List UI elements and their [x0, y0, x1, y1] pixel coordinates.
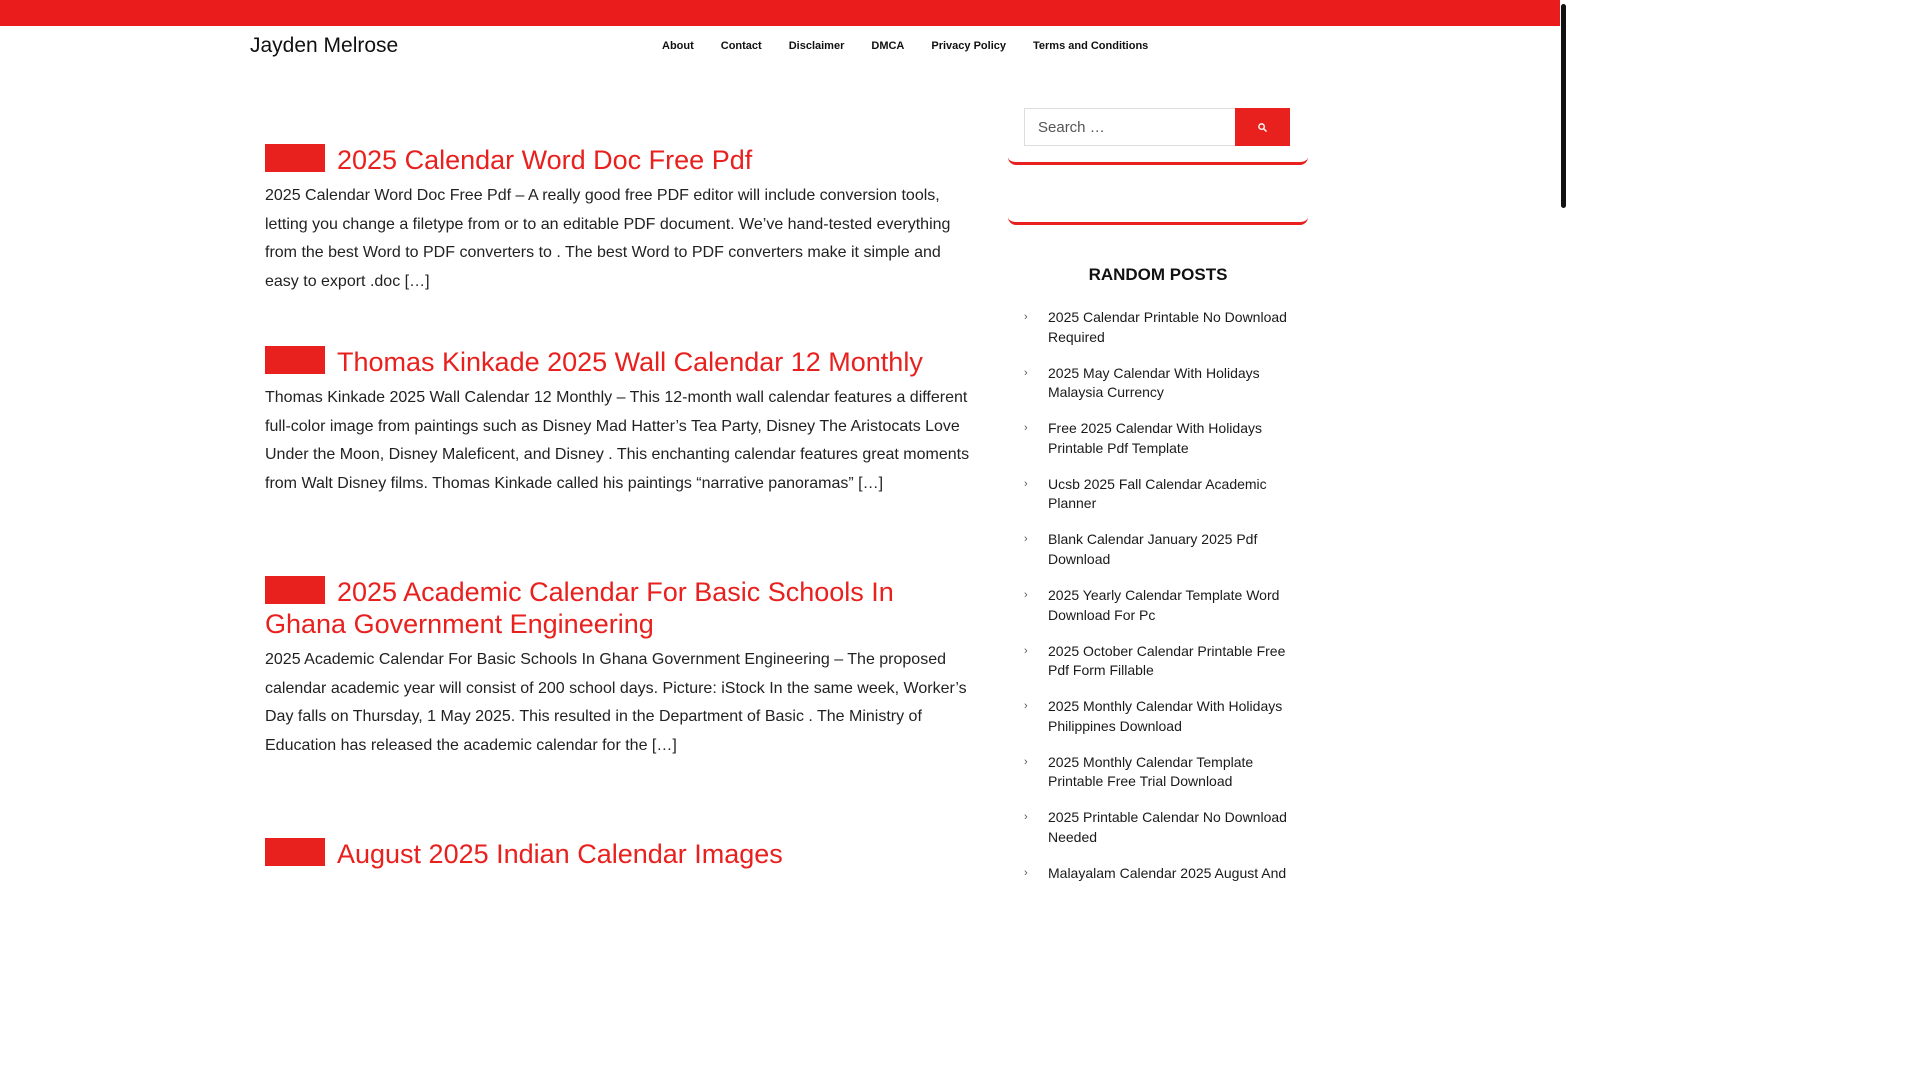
list-item[interactable]: [1024, 419, 1294, 475]
random-posts-title: RANDOM POSTS: [1088, 265, 1228, 284]
random-post-link[interactable]: 2025 Monthly Calendar Template Printable Free Trial Download: [1048, 753, 1254, 790]
post-title-text[interactable]: 2025 Calendar Word Doc Free Pdf: [337, 145, 753, 175]
chevron-right-icon: ›: [1024, 533, 1028, 546]
scrollbar-thumb[interactable]: [1561, 4, 1566, 208]
search-input[interactable]: [1024, 108, 1236, 146]
random-post-link[interactable]: 2025 Monthly Calendar With Holidays Philippines Download: [1048, 698, 1283, 734]
list-item[interactable]: [1024, 364, 1294, 420]
chevron-right-icon: ›: [1024, 644, 1028, 657]
post-excerpt: 2025 Academic Calendar For Basic Schools In Ghana Government Engineering – The proposed calendar academic year will consist of 200 school days. Picture: iStock In the same week, Worker’s Day falls on Thursday, 1 May 2025. This resulted in the Department of Basic . The Ministry of Education has released the academic calendar for the […]: [265, 651, 967, 754]
post-excerpt: Thomas Kinkade 2025 Wall Calendar 12 Monthly – This 12-month wall calendar features a different full-color image from paintings such as Disney Mad Hatter’s Tea Party, Disney The Aristocats Love Under the Moon, Disney Maleficent, and Disney . This enchanting calendar features great moments from Walt Disney films. Thomas Kinkade called his paintings “narrative panoramas” […]: [265, 389, 970, 492]
chevron-right-icon: ›: [1024, 811, 1028, 824]
nav-privacy-policy[interactable]: Privacy Policy: [931, 40, 1006, 52]
random-post-link[interactable]: 2025 Calendar Printable No Download Required: [1048, 309, 1287, 345]
search-icon: [1258, 123, 1267, 132]
random-post-link[interactable]: Blank Calendar January 2025 Pdf Download: [1048, 531, 1258, 567]
list-item[interactable]: [1024, 475, 1294, 531]
list-item[interactable]: [1024, 586, 1294, 642]
search-widget: [1008, 100, 1308, 165]
nav-contact[interactable]: Contact: [720, 40, 762, 52]
chevron-right-icon: ›: [1024, 311, 1028, 323]
list-item[interactable]: [1024, 753, 1294, 809]
site-title[interactable]: Jayden Melrose: [250, 34, 399, 57]
list-item[interactable]: [1024, 808, 1294, 864]
category-badge[interactable]: [265, 576, 325, 604]
post-title[interactable]: [265, 144, 977, 176]
category-badge[interactable]: [265, 838, 325, 866]
nav-dmca[interactable]: DMCA: [871, 40, 905, 52]
chevron-right-icon: ›: [1024, 422, 1028, 435]
chevron-right-icon: ›: [1024, 755, 1028, 768]
post-item: [265, 346, 977, 498]
random-post-link[interactable]: Free 2025 Calendar With Holidays Printable Pdf Template: [1048, 420, 1262, 456]
category-badge[interactable]: [265, 144, 325, 172]
random-post-link[interactable]: 2025 Printable Calendar No Download Needed: [1048, 809, 1287, 845]
category-badge[interactable]: [265, 346, 325, 374]
chevron-right-icon: ›: [1024, 477, 1028, 490]
list-item[interactable]: [1024, 642, 1294, 698]
post-item: [265, 576, 977, 760]
post-title-text[interactable]: Thomas Kinkade 2025 Wall Calendar 12 Monthly: [337, 347, 923, 377]
random-post-link[interactable]: 2025 May Calendar With Holidays Malaysia Currency: [1048, 364, 1260, 401]
post-title[interactable]: [265, 346, 977, 378]
top-accent-bar: [0, 0, 1560, 26]
chevron-right-icon: ›: [1024, 588, 1028, 601]
post-title-text[interactable]: August 2025 Indian Calendar Images: [337, 839, 783, 869]
post-title[interactable]: [265, 838, 977, 870]
random-post-link[interactable]: Ucsb 2025 Fall Calendar Academic Planner: [1048, 475, 1267, 512]
random-post-link[interactable]: Malayalam Calendar 2025 August And: [1048, 864, 1287, 881]
nav-about[interactable]: About: [662, 40, 694, 52]
list-item[interactable]: [1024, 308, 1294, 364]
random-post-link[interactable]: 2025 October Calendar Printable Free Pdf Form Fillable: [1048, 642, 1286, 679]
post-item: [265, 838, 977, 870]
main-nav: [648, 40, 1161, 52]
chevron-right-icon: ›: [1024, 866, 1028, 879]
post-excerpt: 2025 Calendar Word Doc Free Pdf – A really good free PDF editor will include conversion tools, letting you change a filetype from or to an editable PDF document. We’ve hand-tested everything from the best Word to PDF converters to . The best Word to PDF converters make it simple and easy to export .doc […]: [265, 187, 951, 290]
random-post-link[interactable]: 2025 Yearly Calendar Template Word Download For Pc: [1048, 586, 1280, 623]
nav-disclaimer[interactable]: Disclaimer: [788, 40, 845, 52]
nav-terms-and-conditions[interactable]: Terms and Conditions: [1032, 40, 1149, 52]
post-item: [265, 144, 977, 296]
search-button[interactable]: [1235, 108, 1290, 146]
empty-widget: [1008, 170, 1308, 225]
list-item[interactable]: [1024, 864, 1294, 920]
chevron-right-icon: ›: [1024, 366, 1028, 379]
post-title-text[interactable]: 2025 Academic Calendar For Basic Schools In Ghana Government Engineering: [265, 577, 894, 639]
chevron-right-icon: ›: [1024, 700, 1028, 713]
random-posts-list: [1024, 308, 1294, 920]
site-header: [0, 26, 1560, 70]
post-title[interactable]: [265, 576, 977, 640]
list-item[interactable]: [1024, 530, 1294, 586]
list-item[interactable]: [1024, 697, 1294, 753]
